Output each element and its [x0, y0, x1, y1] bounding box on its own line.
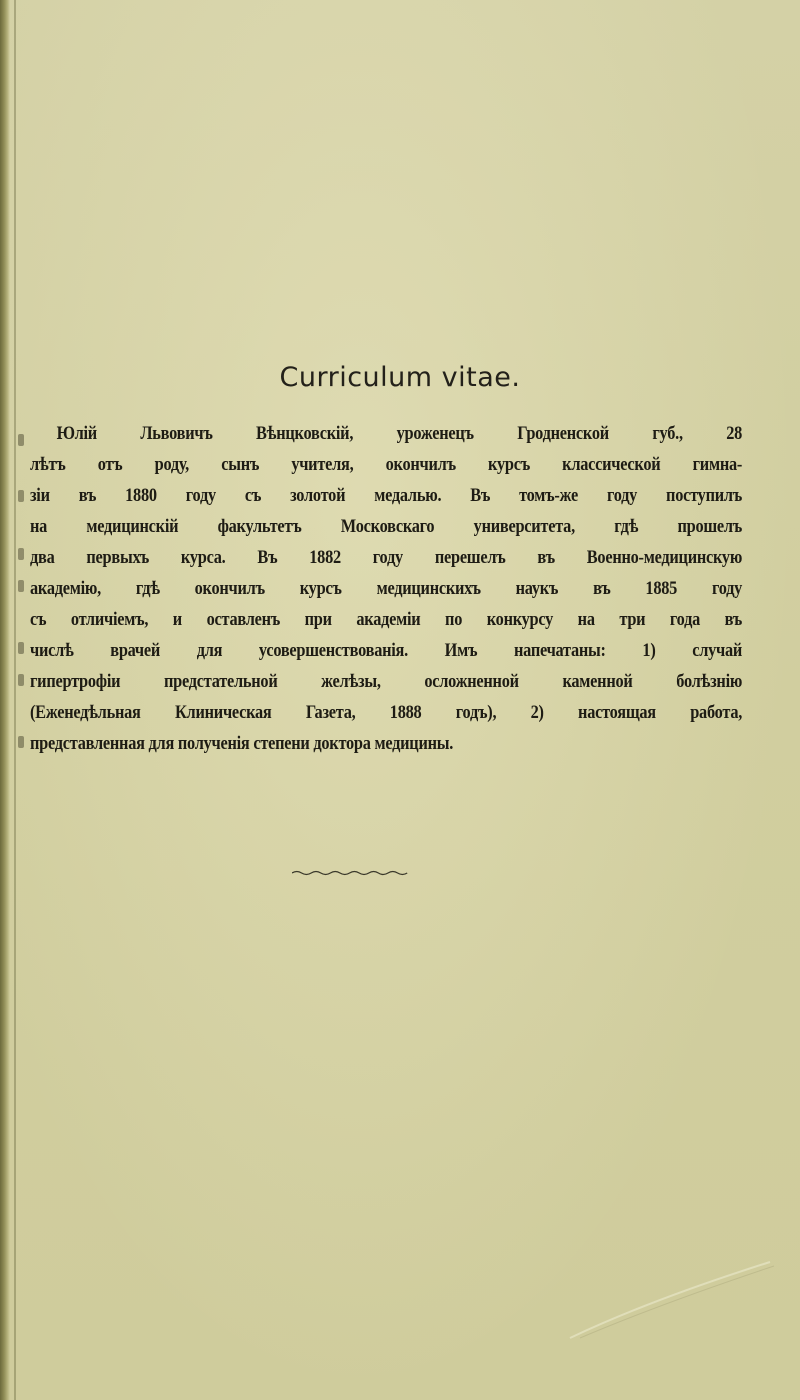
text-line: на медицинскій факультетъ Московскаго университета, гдѣ прошелъ	[30, 516, 743, 537]
text-line: съ отличіемъ, и оставленъ при академіи по конкурсу на три года въ	[30, 609, 743, 630]
text-line: два первыхъ курса. Въ 1882 году перешелъ въ Военно-медицинскую	[30, 547, 743, 568]
document-title: Curriculum vitae.	[279, 362, 521, 393]
text-line: академію, гдѣ окончилъ курсъ медицинскихъ наукъ въ 1885 году	[30, 578, 743, 599]
binding-edge	[14, 0, 16, 1400]
margin-bleed-marks	[18, 430, 28, 760]
text-line: зіи въ 1880 году съ золотой медалью. Въ томъ-же году поступилъ	[30, 485, 743, 506]
text-line: Юлій Львовичъ Вѣнцковскій, уроженецъ Гродненской губ., 28	[56, 423, 743, 444]
text-line: числѣ врачей для усовершенствованія. Имъ напечатаны: 1) случай	[30, 640, 743, 661]
text-line: представленная для полученія степени доктора медицины.	[30, 733, 454, 754]
book-spine-shadow	[0, 0, 10, 1400]
text-line: лѣтъ отъ роду, сынъ учителя, окончилъ курсъ классической гимна-	[30, 454, 743, 475]
biography-paragraph	[30, 418, 742, 759]
wavy-divider-ornament	[292, 870, 408, 876]
text-line: (Еженедѣльная Клиническая Газета, 1888 годъ), 2) настоящая работа,	[30, 702, 743, 723]
paper-crease-mark	[560, 1260, 780, 1340]
text-line: гипертрофіи предстательной желѣзы, осложненной каменной болѣзнію	[30, 671, 743, 692]
